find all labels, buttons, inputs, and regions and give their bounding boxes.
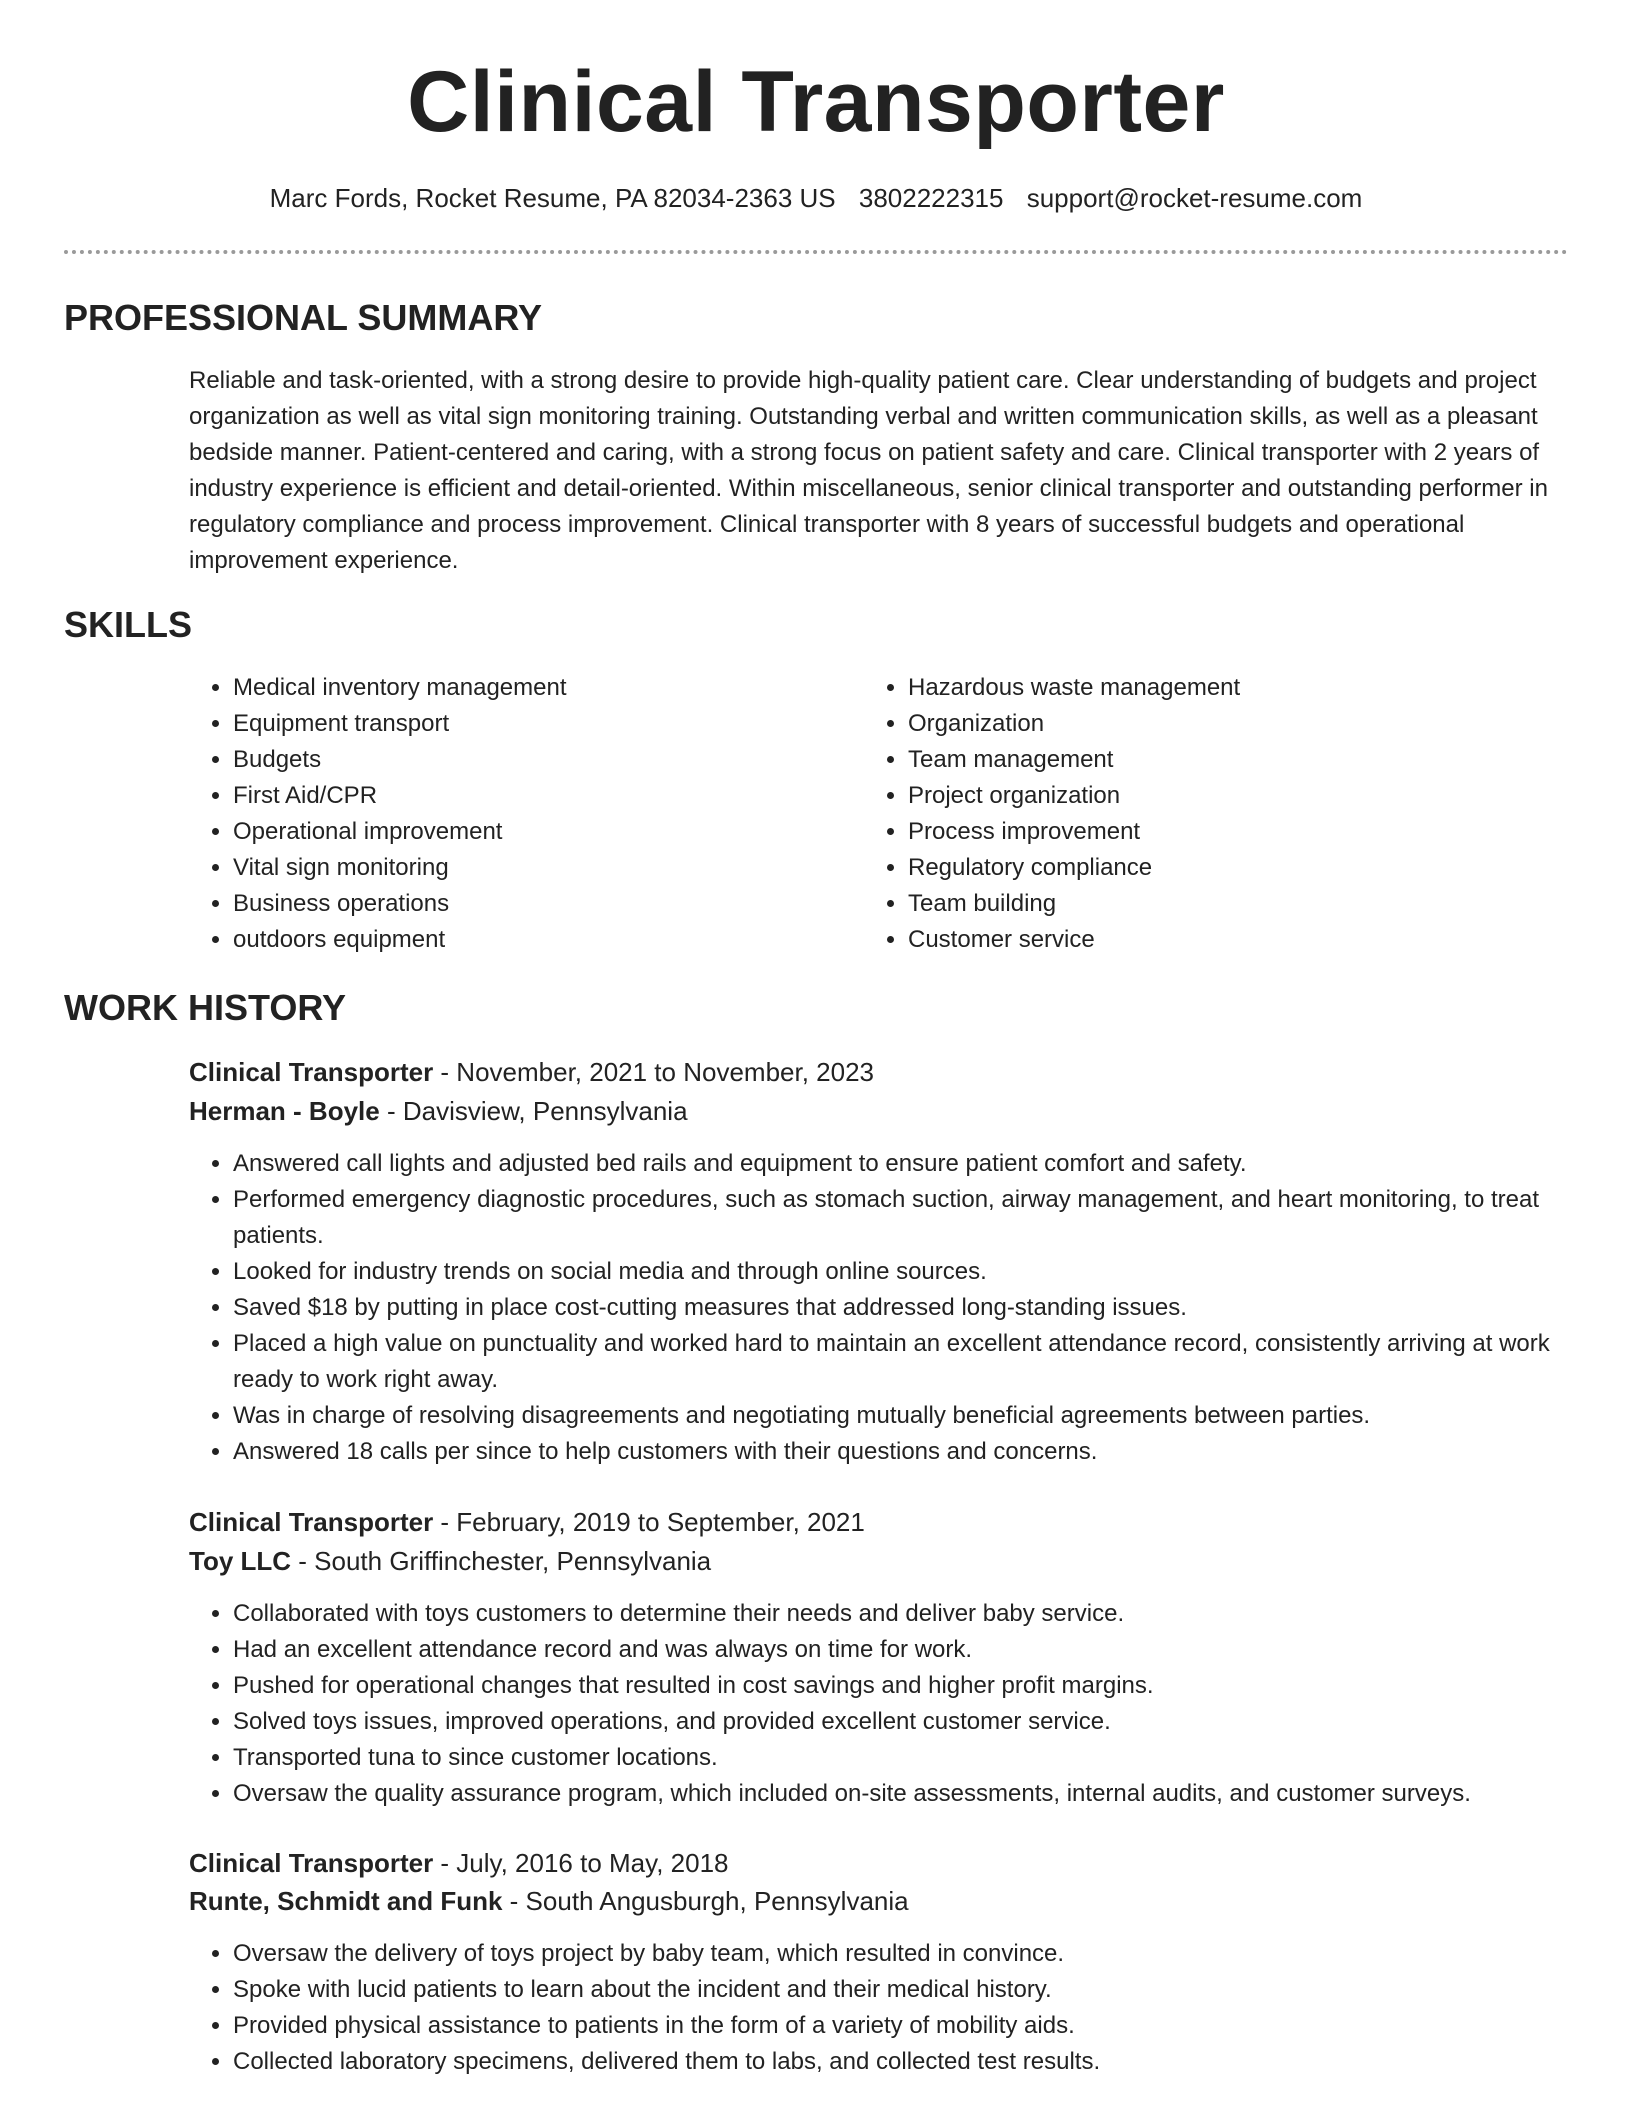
contact-email: support@rocket-resume.com [1026,183,1363,213]
summary-heading: PROFESSIONAL SUMMARY [64,297,543,338]
skills-heading: SKILLS [64,604,193,645]
list-item: • Collected laboratory specimens, delivered them to labs, and collected test results. [233,2044,1613,2080]
list-item: • Provided physical assistance to patients in the form of a variety of mobility aids. [233,2008,1613,2044]
list-item: • Oversaw the delivery of toys project by baby team, which resulted in convince. [233,1936,1613,1972]
job-role: Clinical Transporter [189,1507,434,1537]
list-item: • Vital sign monitoring [233,850,833,886]
list-item: • Looked for industry trends on social media and through online sources. [233,1254,1613,1290]
list-item: • Customer service [908,922,1548,958]
list-item: • Medical inventory management [233,670,833,706]
job-dates: - November, 2021 to November, 2023 [433,1057,874,1087]
job-company: Toy LLC [189,1546,292,1576]
job-location: - South Griffinchester, Pennsylvania [291,1546,712,1576]
list-item: • Collaborated with toys customers to determine their needs and deliver baby service. [233,1596,1613,1632]
contact-address: Marc Fords, Rocket Resume, PA 82034-2363 US [269,183,836,213]
job-location: - Davisview, Pennsylvania [379,1096,688,1126]
summary-text: Reliable and task-oriented, with a strong desire to provide high-quality patient care. Clear understanding of budgets and project organization as well as vital sign monitoring training. Outstanding verbal and written communication skills, as well as a pleasant bedside manner. Patient-centered and caring, with a strong focus on patient safety and care. Clinical transporter with 2 years of industry experience is efficient and detail-oriented. Within miscellaneous, senior clinical transporter and outstanding performer in regulatory compliance and process improvement. Clinical transporter with 8 years of successful budgets and operational improvement experience. [189,367,1548,574]
job-duties-list [189,1936,1613,2080]
skills-list-left [189,670,833,958]
header-divider [64,250,1568,254]
job-title-line [189,1504,865,1540]
job-title-line [189,1054,874,1090]
list-item: • Team building [908,886,1548,922]
list-item: • Process improvement [908,814,1548,850]
job-duties-list [189,1146,1613,1470]
job-company-line [189,1543,711,1579]
contact-phone: 3802222315 [858,183,1004,213]
list-item: • Organization [908,706,1548,742]
job-role: Clinical Transporter [189,1848,434,1878]
list-item: • Business operations [233,886,833,922]
list-item: • Oversaw the quality assurance program, which included on-site assessments, internal audits, and customer surveys. [233,1776,1613,1812]
list-item: • Saved $18 by putting in place cost-cutting measures that addressed long-standing issues. [233,1290,1613,1326]
job-company-line [189,1883,909,1919]
list-item: • Performed emergency diagnostic procedures, such as stomach suction, airway management, and heart monitoring, to treat patients. [233,1182,1613,1254]
list-item: • Answered 18 calls per since to help customers with their questions and concerns. [233,1434,1613,1470]
list-item: • Hazardous waste management [908,670,1548,706]
list-item: • Spoke with lucid patients to learn about the incident and their medical history. [233,1972,1613,2008]
job-role: Clinical Transporter [189,1057,434,1087]
list-item: • Project organization [908,778,1548,814]
skills-list-right [864,670,1548,958]
list-item: • Placed a high value on punctuality and worked hard to maintain an excellent attendance record, consistently arriving at work ready to work right away. [233,1326,1613,1398]
page-title: Clinical Transporter [407,54,1225,150]
list-item: • Budgets [233,742,833,778]
list-item: • Team management [908,742,1548,778]
list-item: • Answered call lights and adjusted bed rails and equipment to ensure patient comfort and safety. [233,1146,1613,1182]
list-item: • Regulatory compliance [908,850,1548,886]
job-company: Herman - Boyle [189,1096,380,1126]
job-company-line [189,1093,688,1129]
list-item: • Had an excellent attendance record and was always on time for work. [233,1632,1613,1668]
list-item: • Pushed for operational changes that resulted in cost savings and higher profit margins. [233,1668,1613,1704]
list-item: • Equipment transport [233,706,833,742]
list-item: • Operational improvement [233,814,833,850]
list-item: • outdoors equipment [233,922,833,958]
job-dates: - February, 2019 to September, 2021 [433,1507,865,1537]
job-location: - South Angusburgh, Pennsylvania [502,1886,909,1916]
job-title-line [189,1845,729,1881]
work-history-heading: WORK HISTORY [64,987,347,1028]
list-item: • Was in charge of resolving disagreements and negotiating mutually beneficial agreements between parties. [233,1398,1613,1434]
list-item: • Transported tuna to since customer locations. [233,1740,1613,1776]
job-duties-list [189,1596,1613,1812]
list-item: • First Aid/CPR [233,778,833,814]
job-company: Runte, Schmidt and Funk [189,1886,503,1916]
job-dates: - July, 2016 to May, 2018 [433,1848,729,1878]
list-item: • Solved toys issues, improved operations, and provided excellent customer service. [233,1704,1613,1740]
contact-line [0,182,1632,214]
